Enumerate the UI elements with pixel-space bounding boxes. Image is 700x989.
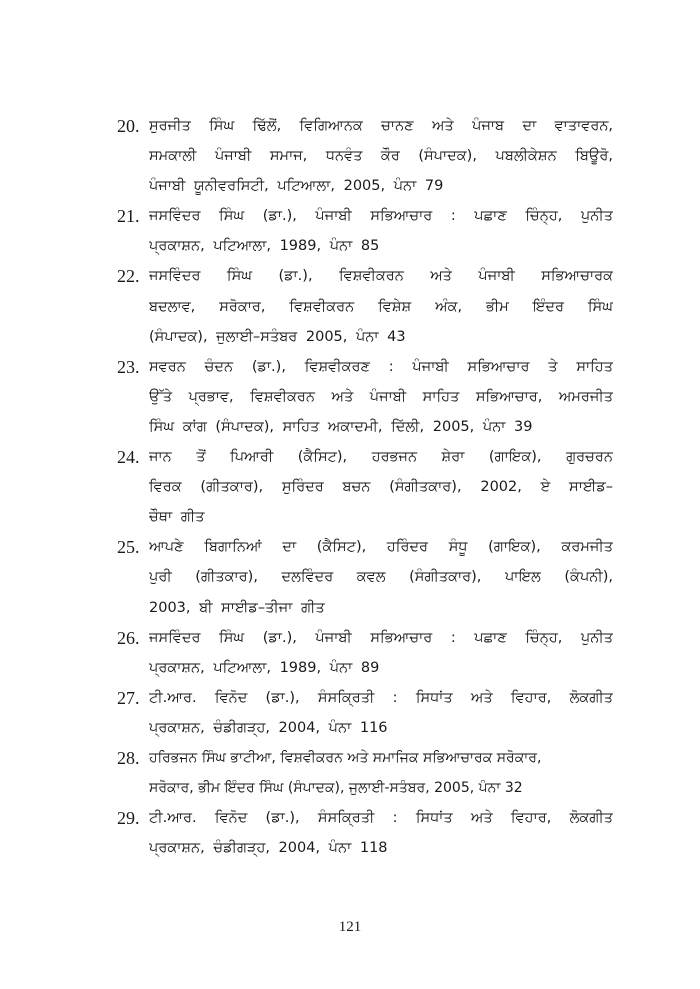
reference-item-22: [117, 261, 613, 351]
reference-line: ਪ੍ਰਕਾਸ਼ਨ, ਚੰਡੀਗੜ੍ਹ, 2004, ਪੰਨਾ 116: [149, 719, 388, 736]
reference-line: ਜਸਵਿੰਦਰ ਸਿੰਘ (ਡਾ.), ਵਿਸ਼ਵੀਕਰਨ ਅਤੇ ਪੰਜਾਬੀ ਸਭਿਆਚਾਰਕ: [149, 268, 613, 285]
reference-line: ਪ੍ਰਕਾਸ਼ਨ, ਪਟਿਆਲਾ, 1989, ਪੰਨਾ 85: [149, 238, 380, 255]
reference-line: ਸਰੋਕਾਰ, ਭੀਮ ਇੰਦਰ ਸਿੰਘ (ਸੰਪਾਦਕ), ਜੁਲਾਈ-ਸਤੰਬਰ, 2005, ਪੰਨਾ 32: [149, 780, 523, 797]
reference-line: ਚੌਥਾ ਗੀਤ: [149, 509, 205, 526]
reference-line: ਟੀ.ਆਰ. ਵਿਨੋਦ (ਡਾ.), ਸੰਸਕ੍ਰਿਤੀ : ਸਿਧਾਂਤ ਅਤੇ ਵਿਹਾਰ, ਲੋਕਗੀਤ: [149, 689, 613, 706]
reference-number: 20.: [117, 116, 140, 136]
reference-line: ਪੰਜਾਬੀ ਯੂਨੀਵਰਸਿਟੀ, ਪਟਿਆਲਾ, 2005, ਪੰਨਾ 79: [149, 178, 444, 195]
reference-number: 23.: [117, 356, 140, 377]
reference-item-23: [117, 352, 613, 442]
reference-number: 29.: [117, 808, 140, 829]
reference-number: 21.: [117, 206, 140, 227]
reference-item-27: [117, 683, 613, 743]
reference-line: ਪੁਰੀ (ਗੀਤਕਾਰ), ਦਲਵਿੰਦਰ ਕਵਲ (ਸੰਗੀਤਕਾਰ), ਪਾਇਲ (ਕੰਪਨੀ),: [149, 569, 613, 586]
reference-line: ਸਮਕਾਲੀ ਪੰਜਾਬੀ ਸਮਾਜ, ਧਨਵੰਤ ਕੌਰ (ਸੰਪਾਦਕ), ਪਬਲੀਕੇਸ਼ਨ ਬਿਊਰੋ,: [149, 148, 613, 165]
reference-line: ਵਿਰਕ (ਗੀਤਕਾਰ), ਸੁਰਿੰਦਰ ਬਚਨ (ਸੰਗੀਤਕਾਰ), 2002, ਏ ਸਾਈਡ–: [149, 479, 613, 496]
reference-line: ਆਪਣੇ ਬਿਗਾਨਿਆਂ ਦਾ (ਕੈਸਿਟ), ਹਰਿੰਦਰ ਸੰਧੂ (ਗਾਇਕ), ਕਰਮਜੀਤ: [149, 539, 613, 556]
reference-line: (ਸੰਪਾਦਕ), ਜੁਲਾਈ–ਸਤੰਬਰ 2005, ਪੰਨਾ 43: [149, 328, 406, 345]
reference-item-29: [117, 803, 613, 863]
reference-line: ਉੱਤੇ ਪ੍ਰਭਾਵ, ਵਿਸ਼ਵੀਕਰਨ ਅਤੇ ਪੰਜਾਬੀ ਸਾਹਿਤ ਸਭਿਆਚਾਰ, ਅਮਰਜੀਤ: [149, 388, 613, 405]
reference-number: 22.: [117, 266, 140, 287]
reference-number: 28.: [117, 747, 140, 768]
reference-item-28: [117, 743, 613, 803]
reference-number: 25.: [117, 537, 140, 558]
reference-number: 26.: [117, 627, 140, 648]
reference-line: ਹਰਿਭਜਨ ਸਿੰਘ ਭਾਟੀਆ, ਵਿਸ਼ਵੀਕਰਨ ਅਤੇ ਸਮਾਜਿਕ ਸਭਿਆਚਾਰਕ ਸਰੋਕਾਰ,: [149, 749, 542, 766]
reference-item-21: [117, 201, 613, 261]
reference-line: ਸਿੰਘ ਕਾਂਗ (ਸੰਪਾਦਕ), ਸਾਹਿਤ ਅਕਾਦਮੀ, ਦਿੱਲੀ, 2005, ਪੰਨਾ 39: [149, 418, 533, 435]
reference-line: ਜਾਨ ਤੋਂ ਪਿਆਰੀ (ਕੈਸਿਟ), ਹਰਭਜਨ ਸ਼ੇਰਾ (ਗਾਇਕ), ਗੁਰਚਰਨ: [149, 449, 613, 466]
reference-item-24: [117, 442, 613, 532]
reference-line: ਬਦਲਾਵ, ਸਰੋਕਾਰ, ਵਿਸ਼ਵੀਕਰਨ ਵਿਸ਼ੇਸ਼ ਅੰਕ, ਭੀਮ ਇੰਦਰ ਸਿੰਘ: [149, 298, 613, 315]
page-number: 121: [338, 919, 362, 935]
reference-list: [117, 111, 613, 863]
reference-line: ਸੁਰਜੀਤ ਸਿੰਘ ਢਿੱਲੋਂ, ਵਿਗਿਆਨਕ ਚਾਨਣ ਅਤੇ ਪੰਜਾਬ ਦਾ ਵਾਤਾਵਰਨ,: [149, 118, 613, 134]
reference-line: ਟੀ.ਆਰ. ਵਿਨੋਦ (ਡਾ.), ਸੰਸਕ੍ਰਿਤੀ : ਸਿਧਾਂਤ ਅਤੇ ਵਿਹਾਰ, ਲੋਕਗੀਤ: [149, 810, 613, 827]
reference-line: ਪ੍ਰਕਾਸ਼ਨ, ਚੰਡੀਗੜ੍ਹ, 2004, ਪੰਨਾ 118: [149, 840, 388, 857]
reference-line: ਪ੍ਰਕਾਸ਼ਨ, ਪਟਿਆਲਾ, 1989, ਪੰਨਾ 89: [149, 659, 380, 676]
reference-line: ਸਵਰਨ ਚੰਦਨ (ਡਾ.), ਵਿਸ਼ਵੀਕਰਣ : ਪੰਜਾਬੀ ਸਭਿਆਚਾਰ ਤੇ ਸਾਹਿਤ: [149, 358, 613, 375]
reference-line: ਜਸਵਿੰਦਰ ਸਿੰਘ (ਡਾ.), ਪੰਜਾਬੀ ਸਭਿਆਚਾਰ : ਪਛਾਣ ਚਿੰਨ੍ਹ, ਪੁਨੀਤ: [149, 629, 613, 646]
reference-number: 27.: [117, 687, 140, 708]
reference-line: ਜਸਵਿੰਦਰ ਸਿੰਘ (ਡਾ.), ਪੰਜਾਬੀ ਸਭਿਆਚਾਰ : ਪਛਾਣ ਚਿੰਨ੍ਹ, ਪੁਨੀਤ: [149, 208, 613, 225]
reference-line: 2003, ਬੀ ਸਾਈਡ–ਤੀਜਾ ਗੀਤ: [149, 599, 325, 616]
reference-item-26: [117, 623, 613, 683]
reference-item-25: [117, 532, 613, 622]
reference-item-20: [117, 111, 613, 201]
reference-number: 24.: [117, 447, 140, 468]
